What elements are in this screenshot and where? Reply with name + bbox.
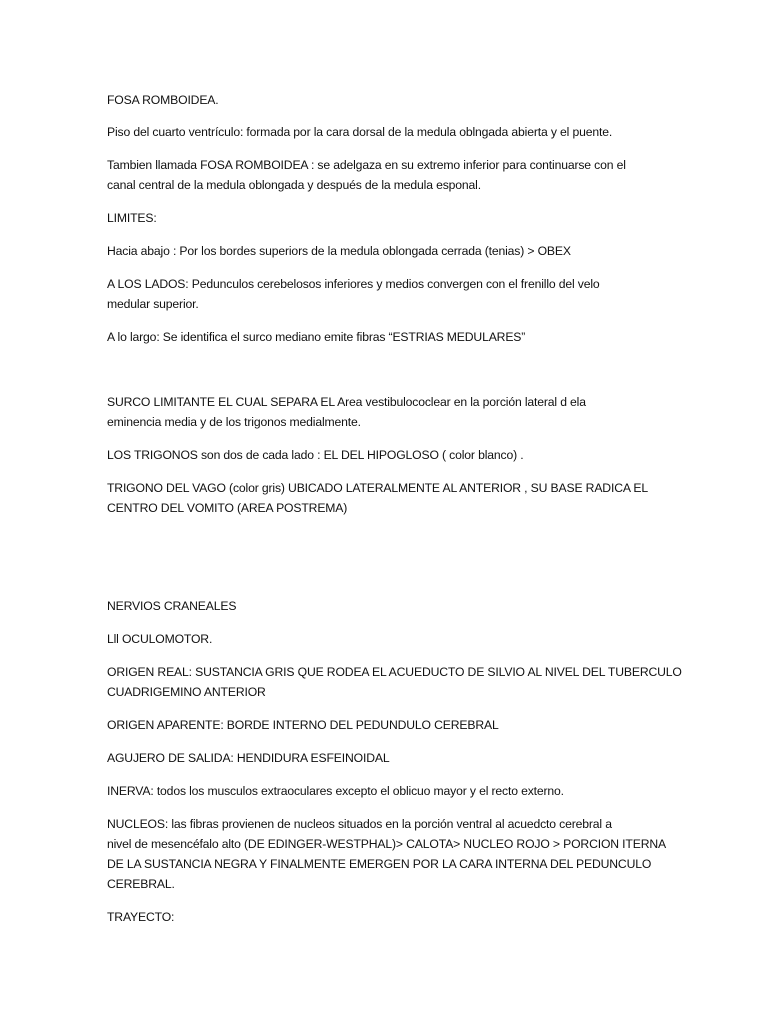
text-line: AGUJERO DE SALIDA: HENDIDURA ESFEINOIDAL: [107, 751, 390, 765]
heading-trayecto: TRAYECTO:: [107, 910, 175, 924]
text-line: ORIGEN REAL: SUSTANCIA GRIS QUE RODEA EL ACUEDUCTO DE SILVIO AL NIVEL DEL TUBERCULO: [107, 665, 682, 679]
text-line: nivel de mesencéfalo alto (DE EDINGER-WESTPHAL)> CALOTA> NUCLEO ROJO > PORCION ITERNA: [107, 837, 666, 851]
text-line: DE LA SUSTANCIA NEGRA Y FINALMENTE EMERGEN POR LA CARA INTERNA DEL PEDUNCULO: [107, 857, 652, 871]
text-line: NUCLEOS: las fibras provienen de nucleos situados en la porción ventral al acuedcto cerebral a: [107, 817, 612, 831]
text-line: INERVA: todos los musculos extraoculares excepto el oblicuo mayor y el recto externo.: [107, 784, 564, 798]
text-line: CENTRO DEL VOMITO (AREA POSTREMA): [107, 501, 348, 515]
text-line: CUADRIGEMINO ANTERIOR: [107, 685, 266, 699]
text-line: A lo largo: Se identifica el surco mediano emite fibras “ESTRIAS MEDULARES”: [107, 330, 526, 344]
heading-fosa-romboidea: FOSA ROMBOIDEA.: [107, 93, 219, 107]
text-line: Tambien llamada FOSA ROMBOIDEA : se adelgaza en su extremo inferior para continuarse con el: [107, 158, 626, 172]
text-line: A LOS LADOS: Pedunculos cerebelosos inferiores y medios convergen con el frenillo del velo: [107, 277, 600, 291]
text-line: eminencia media y de los trigonos medialmente.: [107, 415, 361, 429]
text-line: Hacia abajo : Por los bordes superiors de la medula oblongada cerrada (tenias) > OBEX: [107, 244, 571, 258]
heading-nervios-craneales: NERVIOS CRANEALES: [107, 599, 237, 613]
text-line: TRIGONO DEL VAGO (color gris) UBICADO LATERALMENTE AL ANTERIOR , SU BASE RADICA EL: [107, 481, 648, 495]
text-line: ORIGEN APARENTE: BORDE INTERNO DEL PEDUNDULO CEREBRAL: [107, 718, 499, 732]
heading-limites: LIMITES:: [107, 211, 157, 225]
text-line: Piso del cuarto ventrículo: formada por la cara dorsal de la medula oblngada abierta y el puente.: [107, 125, 613, 139]
text-line: LOS TRIGONOS son dos de cada lado : EL DEL HIPOGLOSO ( color blanco) .: [107, 448, 524, 462]
text-line: SURCO LIMITANTE EL CUAL SEPARA EL Area vestibulococlear en la porción lateral d ela: [107, 395, 586, 409]
text-line: CEREBRAL.: [107, 877, 175, 891]
text-line: canal central de la medula oblongada y después de la medula esponal.: [107, 178, 481, 192]
text-line: medular superior.: [107, 297, 199, 311]
heading-oculomotor: Lll OCULOMOTOR.: [107, 632, 213, 646]
